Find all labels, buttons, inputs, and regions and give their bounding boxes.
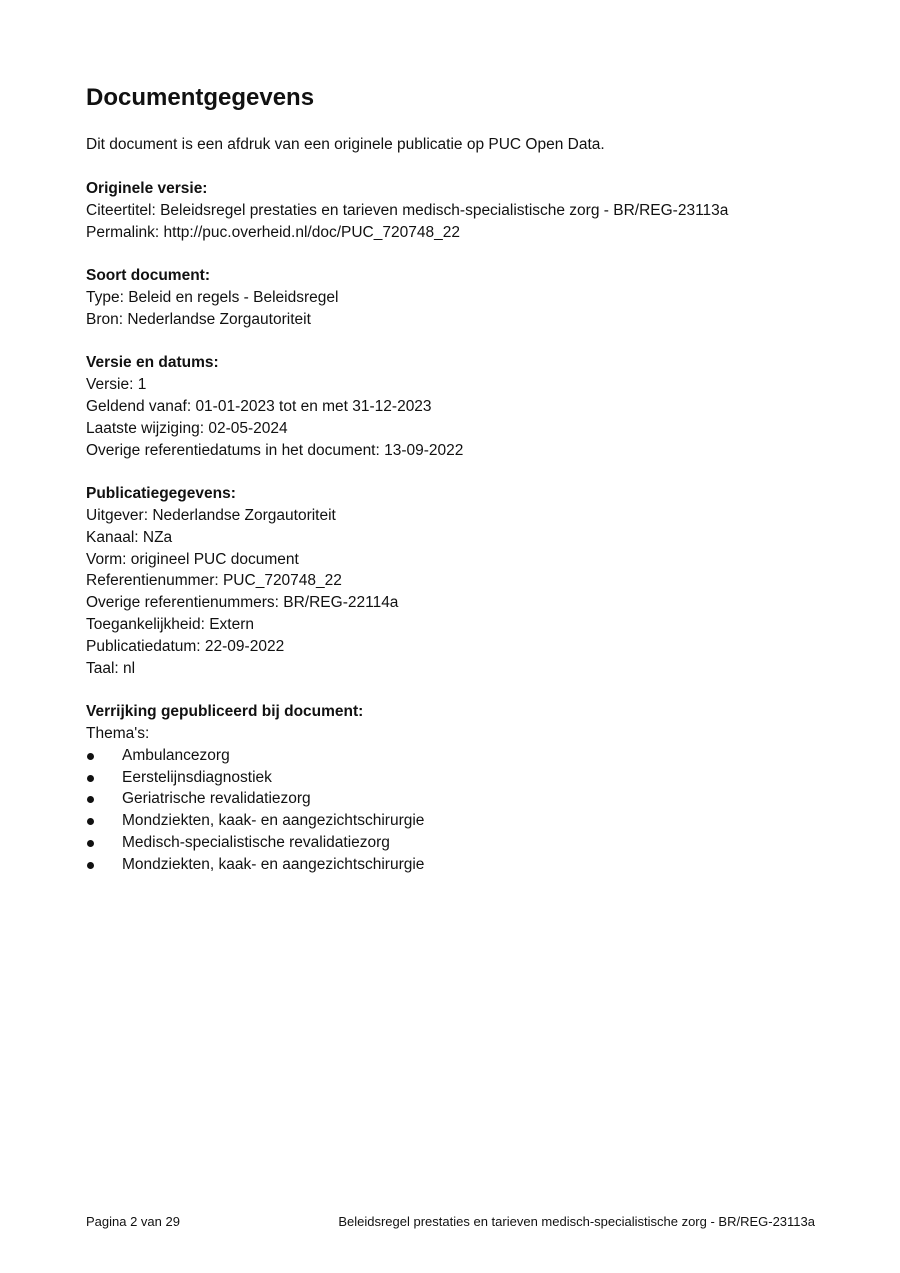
bullet-icon	[87, 753, 94, 760]
intro-text: Dit document is een afdruk van een originele publicatie op PUC Open Data.	[86, 136, 605, 153]
document-source: Bron: Nederlandse Zorgautoriteit	[86, 310, 311, 328]
bullet-icon	[87, 840, 94, 847]
reference-number: Referentienummer: PUC_720748_22	[86, 572, 342, 590]
form: Vorm: origineel PUC document	[86, 550, 299, 568]
theme-label: Medisch-specialistische revalidatiezorg	[122, 833, 390, 851]
list-item	[86, 767, 846, 789]
bullet-icon	[87, 862, 94, 869]
theme-label: Eerstelijnsdiagnostiek	[122, 768, 272, 786]
publication-date: Publicatiedatum: 22-09-2022	[86, 637, 285, 655]
section-heading: Versie en datums:	[86, 354, 219, 372]
themes-list	[86, 745, 846, 876]
section-version-dates	[86, 352, 846, 461]
channel: Kanaal: NZa	[86, 528, 173, 546]
permalink: Permalink: http://puc.overheid.nl/doc/PUC_720748_22	[86, 223, 460, 241]
section-heading: Verrijking gepubliceerd bij document:	[86, 703, 364, 721]
list-item	[86, 832, 846, 854]
language: Taal: nl	[86, 659, 136, 677]
last-modified: Laatste wijziging: 02-05-2024	[86, 419, 288, 437]
list-item	[86, 788, 846, 810]
theme-label: Mondziekten, kaak- en aangezichtschirurgie	[122, 855, 425, 873]
accessibility: Toegankelijkheid: Extern	[86, 615, 255, 633]
page-footer	[86, 1213, 815, 1231]
footer-document-title: Beleidsregel prestaties en tarieven medisch-specialistische zorg - BR/REG-23113a	[338, 1214, 815, 1229]
document-type: Type: Beleid en regels - Beleidsregel	[86, 288, 339, 306]
theme-label: Mondziekten, kaak- en aangezichtschirurgie	[122, 812, 425, 830]
bullet-icon	[87, 796, 94, 803]
section-heading: Publicatiegegevens:	[86, 485, 236, 503]
citation-title: Citeertitel: Beleidsregel prestaties en tarieven medisch-specialistische zorg - BR/REG-23113a	[86, 201, 729, 219]
page-number: Pagina 2 van 29	[86, 1214, 180, 1229]
section-heading: Originele versie:	[86, 180, 208, 197]
other-reference-dates: Overige referentiedatums in het document: 13-09-2022	[86, 441, 464, 459]
valid-period: Geldend vanaf: 01-01-2023 tot en met 31-12-2023	[86, 397, 432, 415]
section-document-type	[86, 265, 846, 330]
page-title: Documentgegevens	[86, 84, 315, 111]
themes-label: Thema's:	[86, 724, 150, 742]
list-item	[86, 810, 846, 832]
document-details	[86, 178, 846, 897]
theme-label: Ambulancezorg	[122, 746, 230, 764]
section-heading: Soort document:	[86, 267, 210, 285]
other-reference-numbers: Overige referentienummers: BR/REG-22114a	[86, 594, 399, 612]
section-publication-details	[86, 483, 846, 679]
section-original-version	[86, 178, 846, 243]
version-number: Versie: 1	[86, 376, 147, 394]
list-item	[86, 745, 846, 767]
list-item	[86, 854, 846, 876]
section-enrichment	[86, 701, 846, 875]
bullet-icon	[87, 818, 94, 825]
publisher: Uitgever: Nederlandse Zorgautoriteit	[86, 506, 336, 524]
theme-label: Geriatrische revalidatiezorg	[122, 790, 311, 808]
bullet-icon	[87, 775, 94, 782]
